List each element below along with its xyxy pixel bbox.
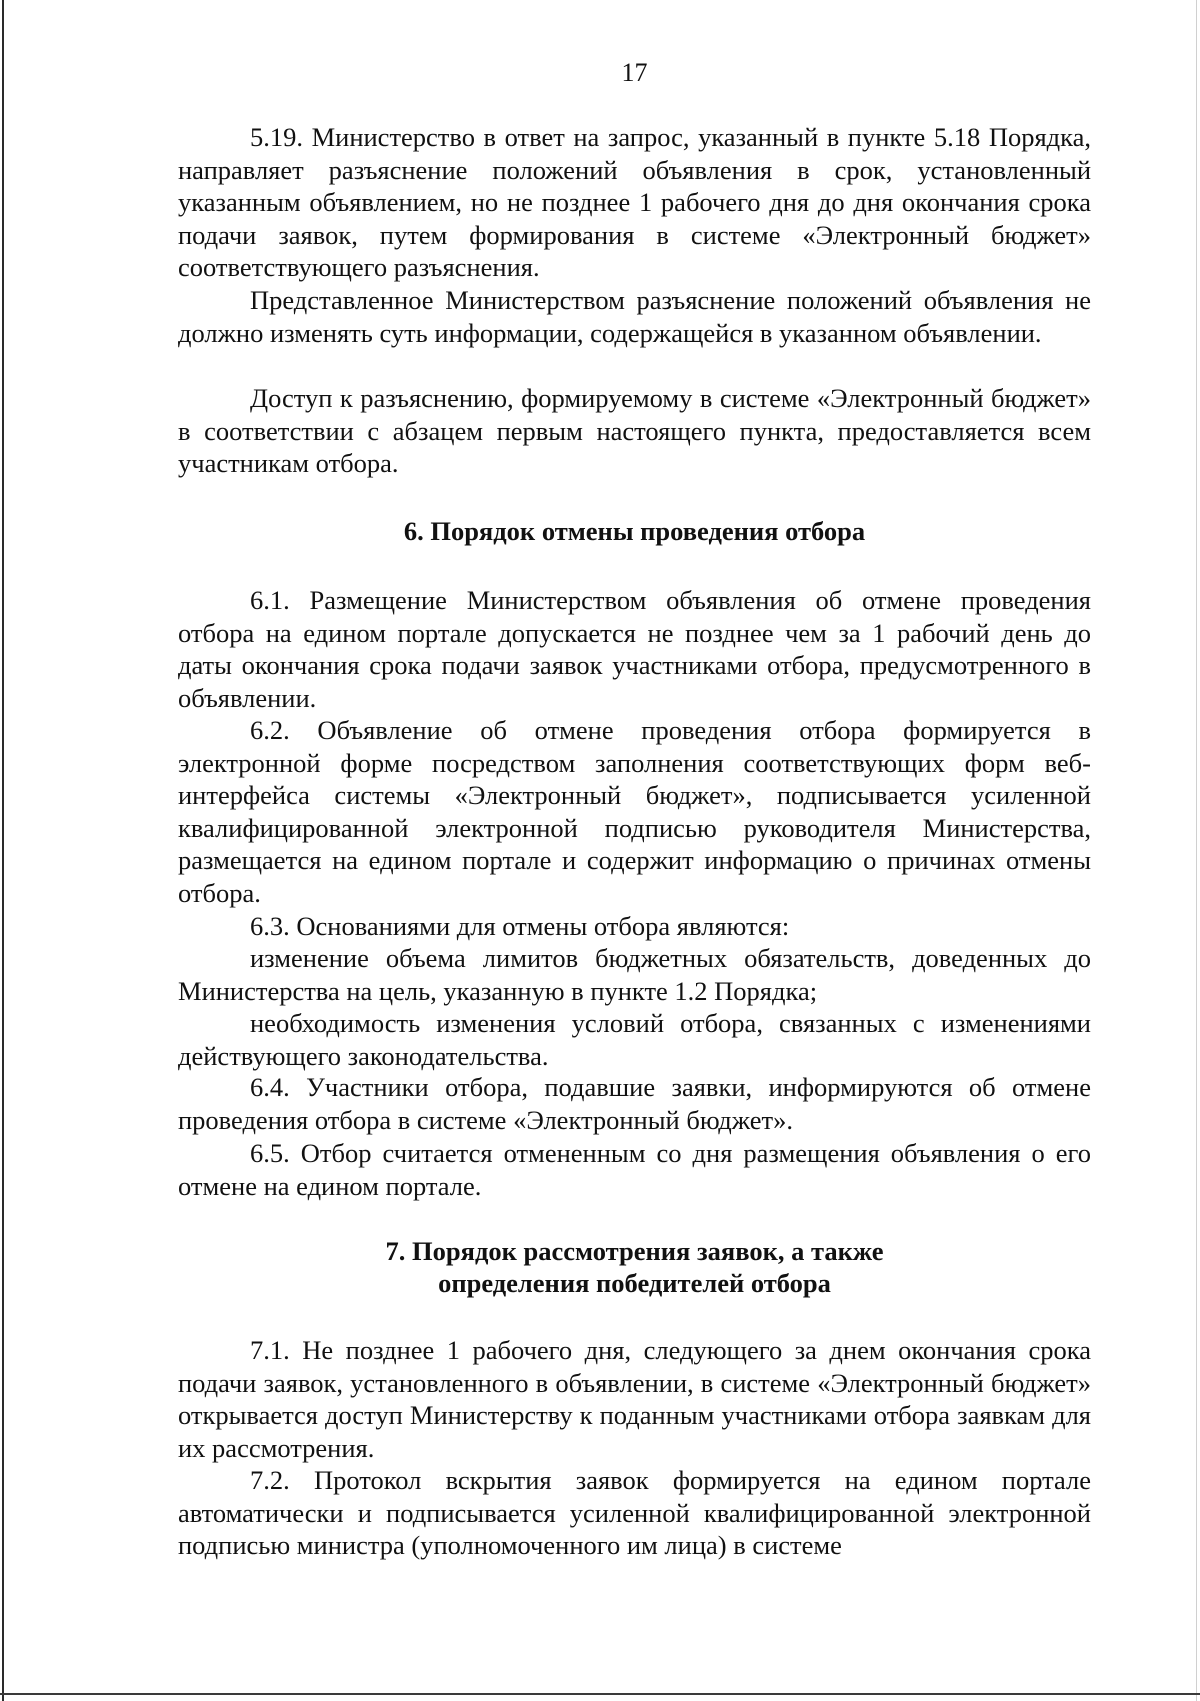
paragraph-5-19: 5.19. Министерство в ответ на запрос, указанный в пункте 5.18 Порядка, направляет разъяснение положений объявления в срок, установленный указанным объявлением, но не позднее 1 рабочего дня до дня окончания срока подачи заявок, путем формирования в системе «Электронный бюджет» соответствующего разъяснения. <box>178 122 1091 283</box>
section-7-heading-line-1: 7. Порядок рассмотрения заявок, а также <box>385 1236 884 1266</box>
page-number: 17 <box>621 58 648 87</box>
paragraph-6-3: 6.3. Основаниями для отмены отбора являются: <box>250 911 790 941</box>
paragraph-6-5: 6.5. Отбор считается отмененным со дня размещения объявления о его отмене на едином портале. <box>178 1138 1091 1201</box>
paragraph-5-19-clarification: Представленное Министерством разъяснение положений объявления не должно изменять суть информации, содержащейся в указанном объявлении. <box>178 285 1091 348</box>
paragraph-6-4: 6.4. Участники отбора, подавшие заявки, информируются об отмене проведения отбора в системе «Электронный бюджет». <box>178 1072 1091 1135</box>
paragraph-6-2: 6.2. Объявление об отмене проведения отбора формируется в электронной форме посредством заполнения соответствующих форм веб-интерфейса системы «Электронный бюджет», подписывается усиленной квалифицированной электронной подписью руководителя Министерства, размещается на едином портале и содержит информацию о причинах отмены отбора. <box>178 715 1091 908</box>
paragraph-6-1: 6.1. Размещение Министерством объявления об отмене проведения отбора на едином портале допускается не позднее чем за 1 рабочий день до даты окончания срока подачи заявок участниками отбора, предусмотренного в объявлении. <box>178 585 1091 713</box>
scan-border-bottom <box>0 1693 1200 1695</box>
paragraph-7-1: 7.1. Не позднее 1 рабочего дня, следующего за днем окончания срока подачи заявок, установленного в объявлении, в системе «Электронный бюджет» открывается доступ Министерству к поданным участниками отбора заявкам для их рассмотрения. <box>178 1335 1091 1463</box>
scan-border-left <box>2 0 4 1701</box>
scan-border-right <box>1196 0 1197 1701</box>
paragraph-5-19-access: Доступ к разъяснению, формируемому в системе «Электронный бюджет» в соответствии с абзацем первым настоящего пункта, предоставляется всем участникам отбора. <box>178 383 1091 479</box>
paragraph-7-2: 7.2. Протокол вскрытия заявок формируется на едином портале автоматически и подписывается усиленной квалифицированной электронной подписью министра (уполномоченного им лица) в системе <box>178 1465 1091 1561</box>
section-6-heading: 6. Порядок отмены проведения отбора <box>403 516 866 546</box>
paragraph-6-3-reason-2: необходимость изменения условий отбора, связанных с изменениями действующего законодательства. <box>178 1008 1091 1071</box>
section-7-heading-line-2: определения победителей отбора <box>438 1268 831 1298</box>
paragraph-6-3-reason-1: изменение объема лимитов бюджетных обязательств, доведенных до Министерства на цель, указанную в пункте 1.2 Порядка; <box>178 943 1091 1006</box>
